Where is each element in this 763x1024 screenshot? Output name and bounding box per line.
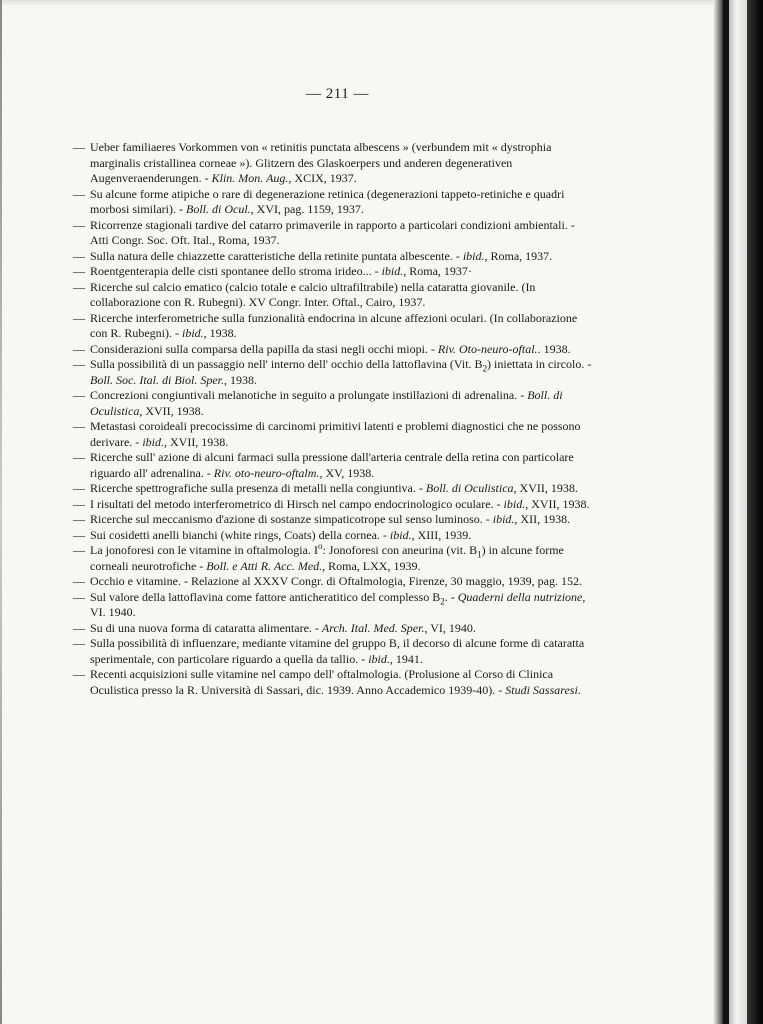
reference-entry: [60, 667, 592, 698]
entry-dash: —: [73, 527, 85, 542]
entry-text: Ricerche sul calcio ematico (calcio totale e calcio ultrafiltrabile) nella cataratta giovanile. (In collaborazione con R. Rubegni). XV Congr. Inter. Oftal., Cairo, 1937.: [90, 279, 536, 309]
entry-text: Sui cosidetti anelli bianchi (white rings, Coats) della cornea. -: [90, 527, 390, 542]
reference-entry: [60, 388, 592, 419]
entry-text: Considerazioni sulla comparsa della papilla da stasi negli occhi miopi. -: [90, 341, 438, 356]
entry-text: , XII, 1938.: [514, 512, 571, 526]
entry-text: , XVII, 1938.: [525, 496, 590, 511]
entry-text: , XVI, pag. 1159, 1937.: [250, 202, 364, 216]
journal-title: Boll. di Oculistica: [425, 481, 514, 495]
entry-text: Sul valore della lattoflavina come fattore anticheratitico del complesso B: [90, 589, 441, 604]
entry-text: Concrezioni congiuntivali melanotiche in seguito a prolungate instillazioni di adrenalina. -: [90, 388, 528, 402]
entry-text: , VI, 1940.: [424, 620, 476, 635]
reference-entry: [60, 636, 592, 667]
reference-entry: [60, 574, 592, 590]
reference-entry: [60, 280, 592, 311]
entry-dash: —: [73, 589, 85, 604]
entry-dash: —: [73, 620, 85, 635]
entry-text: ) in alcune forme corneali neurotrofiche -: [90, 543, 564, 573]
entry-text: : Jonoforesi con aneurina (vit. B: [322, 543, 478, 557]
entry-text: , Roma, 1937·: [403, 264, 472, 278]
subscript: 2: [440, 595, 445, 606]
entry-text: Sulla possibilità di influenzare, mediante vitamine del gruppo B, il decorso di alcune forme di cataratta sperimentale, con particolare riguardo a quella da tallio. -: [90, 636, 585, 666]
reference-entry: [60, 450, 592, 481]
entry-dash: —: [73, 264, 85, 278]
journal-title: Riv. oto-neuro-oftalm.: [213, 465, 320, 480]
book-binding: [713, 0, 763, 1024]
reference-entry: [60, 528, 592, 544]
reference-entry: [60, 357, 592, 388]
entry-text: Ricerche sul meccanismo d'azione di sostanze simpaticotrope sul senso luminoso. -: [90, 512, 493, 526]
reference-entry: [60, 497, 592, 513]
entry-text: La jonoforesi con le vitamine in oftalmologia. I: [90, 543, 318, 557]
entry-dash: —: [73, 186, 85, 201]
entry-text: , 1938.: [224, 372, 257, 387]
reference-entry: [60, 140, 592, 187]
reference-entry: [60, 590, 592, 621]
entry-text: Ricerche spettrografiche sulla presenza di metalli nella congiuntiva. -: [90, 481, 426, 495]
entry-text: Roentgenterapia delle cisti spontanee dello stroma irideo... -: [90, 264, 382, 278]
journal-title: Boll. e Atti R. Acc. Med.: [206, 558, 323, 573]
page-left-edge: [0, 0, 2, 1024]
subscript: 1: [477, 549, 482, 560]
entry-text: , XVII, 1938.: [163, 434, 229, 449]
journal-title: ibid.: [389, 527, 412, 542]
entry-dash: —: [73, 248, 85, 263]
entry-dash: —: [73, 341, 85, 356]
journal-title: ibid.: [182, 326, 204, 340]
entry-text: . 1938.: [537, 341, 571, 356]
entry-dash: —: [73, 279, 85, 294]
journal-title: Boll. di Ocul.: [186, 202, 251, 216]
reference-entry: [60, 543, 592, 574]
reference-entry: [60, 512, 592, 528]
reference-entry: [60, 621, 592, 637]
entry-dash: —: [73, 140, 85, 154]
reference-entry: [60, 342, 592, 358]
entry-dash: —: [73, 496, 85, 511]
entry-dash: —: [73, 636, 85, 650]
entry-text: Ricorrenze stagionali tardive del catarro primaverile in rapporto a particolari condizioni ambientali. - Atti Congr. Soc. Oft. Ital., Roma, 1937.: [90, 217, 575, 247]
entry-text: , 1938.: [203, 326, 237, 340]
journal-title: ibid.: [503, 496, 526, 511]
reference-entry: [60, 264, 592, 280]
entry-text: , VI. 1940.: [90, 589, 586, 619]
entry-dash: —: [73, 310, 85, 325]
entry-dash: —: [73, 217, 85, 232]
entry-text: , XV, 1938.: [319, 465, 375, 480]
journal-title: ibid.: [492, 512, 515, 526]
reference-entry: [60, 187, 592, 218]
entry-dash: —: [73, 388, 85, 402]
entry-dash: —: [73, 512, 85, 526]
reference-entry: [60, 311, 592, 342]
entry-dash: —: [73, 357, 85, 371]
entry-text: , 1941.: [389, 651, 423, 666]
entry-text: Su alcune forme atipiche o rare di degenerazione retinica (degenerazioni tappeto-retiniche e quadri morbosi similari). -: [90, 186, 565, 216]
journal-title: Boll. Soc. Ital. di Biol. Sper.: [90, 372, 224, 387]
entry-text: , Roma, LXX, 1939.: [322, 558, 421, 573]
entry-text: ) iniettata in circolo. -: [487, 357, 592, 371]
journal-title: Quaderni della nutrizione: [457, 589, 583, 604]
entry-dash: —: [73, 574, 85, 588]
reference-entry: [60, 481, 592, 497]
entry-text: , XVII, 1938.: [513, 481, 578, 495]
entry-text: Metastasi coroideali precocissime di carcinomi primitivi latenti e problemi diagnostici che ne possono derivare. -: [90, 419, 581, 449]
journal-title: ibid.: [381, 264, 404, 278]
reference-list: [60, 140, 592, 698]
entry-text: .: [577, 682, 581, 697]
entry-text: , XIII, 1939.: [411, 527, 472, 542]
entry-dash: —: [73, 667, 85, 681]
entry-text: , XCIX, 1937.: [288, 171, 357, 185]
journal-title: ibid.: [368, 651, 390, 666]
journal-title: Studi Sassaresi: [505, 682, 578, 697]
page-top-edge: [0, 0, 763, 6]
page-number: — 211 —: [306, 86, 369, 102]
journal-title: Boll. di Oculistica: [90, 388, 563, 418]
entry-dash: —: [73, 481, 85, 495]
journal-title: ibid.: [462, 248, 485, 263]
entry-dash: —: [73, 450, 85, 464]
journal-title: ibid.: [142, 434, 164, 449]
entry-dash: —: [73, 419, 85, 433]
entry-text: Ueber familiaeres Vorkommen von « retinitis punctata albescens » (verbundem mit « dystrophia marginalis cristallinea corneae »). Glitzern des Glaskoerpers und anderen degenerativen Augenveraenderungen. -: [90, 140, 552, 185]
entry-text: I risultati del metodo interferometrico di Hirsch nel campo endocrinologico oculare. -: [90, 496, 504, 511]
entry-text: . -: [444, 589, 458, 604]
journal-title: Riv. Oto-neuro-oftal.: [437, 341, 538, 356]
entry-text: , XVII, 1938.: [139, 403, 204, 418]
journal-title: Klin. Mon. Aug.: [211, 171, 289, 185]
entry-text: Ricerche sull' azione di alcuni farmaci sulla pressione dall'arteria centrale della retina con particolare riguardo all' adrenalina. -: [90, 450, 574, 480]
superscript: o: [317, 541, 323, 551]
entry-text: Occhio e vitamine. - Relazione al XXXV Congr. di Oftalmologia, Firenze, 30 maggio, 1939, pag. 152.: [90, 574, 583, 588]
reference-entry: [60, 249, 592, 265]
entry-text: Sulla possibilità di un passaggio nell' interno dell' occhio della lattoflavina (Vit. B: [90, 357, 483, 371]
subscript: 2: [482, 363, 488, 374]
entry-text: Sulla natura delle chiazzette caratteristiche della retinite puntata albescente. -: [90, 248, 463, 263]
entry-text: , Roma, 1937.: [484, 248, 553, 263]
reference-entry: [60, 218, 592, 249]
journal-title: Arch. Ital. Med. Sper.: [321, 620, 425, 635]
reference-entry: [60, 419, 592, 450]
entry-text: Ricerche interferometriche sulla funzionalità endocrina in alcune affezioni oculari. (In collaborazione con R. Rubegni). -: [90, 310, 578, 340]
entry-dash: —: [73, 543, 85, 557]
entry-text: Recenti acquisizioni sulle vitamine nel campo dell' oftalmologia. (Prolusione al Corso di Clinica Oculistica presso la R. Università di Sassari, dic. 1939. Anno Accademico 1939-40). -: [90, 667, 554, 697]
entry-text: Su di una nuova forma di cataratta alimentare. -: [90, 620, 322, 635]
